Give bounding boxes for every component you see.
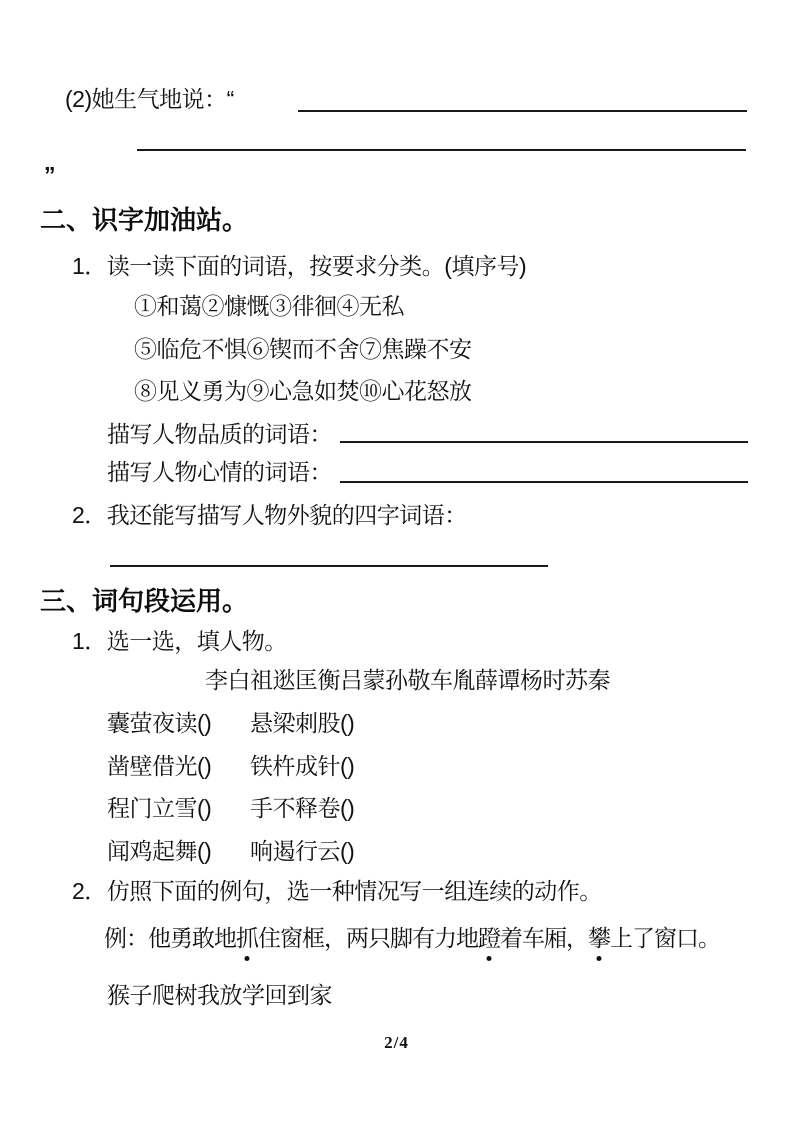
idiom-item: 程门立雪() <box>107 795 212 821</box>
sentence-text: 住窗框，两只脚有力地 <box>258 925 478 951</box>
page-number: 2/4 <box>384 1033 409 1052</box>
section3-heading: 三、词句段运用。 <box>40 586 249 616</box>
idiom-item: 响遏行云() <box>250 838 355 864</box>
idiom-row-1 <box>107 710 354 736</box>
section3-q1-prompt: 1．选一选，填人物。 <box>72 628 287 654</box>
sentence-text: 着车厢， <box>500 925 588 951</box>
answer-blank-quote-2 <box>137 149 746 151</box>
idiom-row-3 <box>107 795 354 821</box>
section2-q1-prompt: 1．读一读下面的词语，按要求分类。(填序号) <box>72 253 527 279</box>
section2-q2-prompt: 2．我还能写描写人物外貌的四字词语： <box>72 502 467 528</box>
section3-q2-prompt: 2．仿照下面的例句，选一种情况写一组连续的动作。 <box>72 878 602 904</box>
word-list-line-2: ⑤临危不惧⑥锲而不舍⑦焦躁不安 <box>134 336 472 362</box>
sentence-text: 上了窗口。 <box>610 925 720 951</box>
closing-quote: ” <box>44 162 55 188</box>
idiom-item: 凿壁借光() <box>107 753 212 779</box>
idiom-row-2 <box>107 753 354 779</box>
emphasized-verb: 攀 <box>588 925 610 951</box>
idiom-item: 囊萤夜读() <box>107 710 212 736</box>
answer-blank-mood <box>340 481 748 483</box>
label-mood-words: 描写人物心情的词语： <box>107 459 332 485</box>
idiom-item: 悬梁刺股() <box>250 710 355 736</box>
example-sentence <box>104 925 720 951</box>
idiom-item: 铁杵成针() <box>250 753 355 779</box>
emphasized-verb: 抓 <box>236 925 258 951</box>
answer-blank-quality <box>340 441 748 443</box>
quote-prompt-line: (2)她生气地说：“ <box>65 86 234 112</box>
sentence-text: 例：他勇敢地 <box>104 925 236 951</box>
word-list-line-1: ①和蔼②慷慨③徘徊④无私 <box>134 293 404 319</box>
idiom-item: 闻鸡起舞() <box>107 838 212 864</box>
answer-blank-quote-1 <box>298 110 747 112</box>
label-quality-words: 描写人物品质的词语： <box>107 421 332 447</box>
idiom-item: 手不释卷() <box>250 795 355 821</box>
name-bank: 李白祖逖匡衡吕蒙孙敬车胤薛谭杨时苏秦 <box>205 667 610 693</box>
emphasized-verb: 蹬 <box>478 925 500 951</box>
section2-heading: 二、识字加油站。 <box>40 205 249 235</box>
idiom-row-4 <box>107 838 354 864</box>
scenario-options: 猴子爬树我放学回到家 <box>107 982 332 1008</box>
word-list-line-3: ⑧见义勇为⑨心急如焚⑩心花怒放 <box>134 378 472 404</box>
answer-blank-appearance <box>110 565 548 567</box>
